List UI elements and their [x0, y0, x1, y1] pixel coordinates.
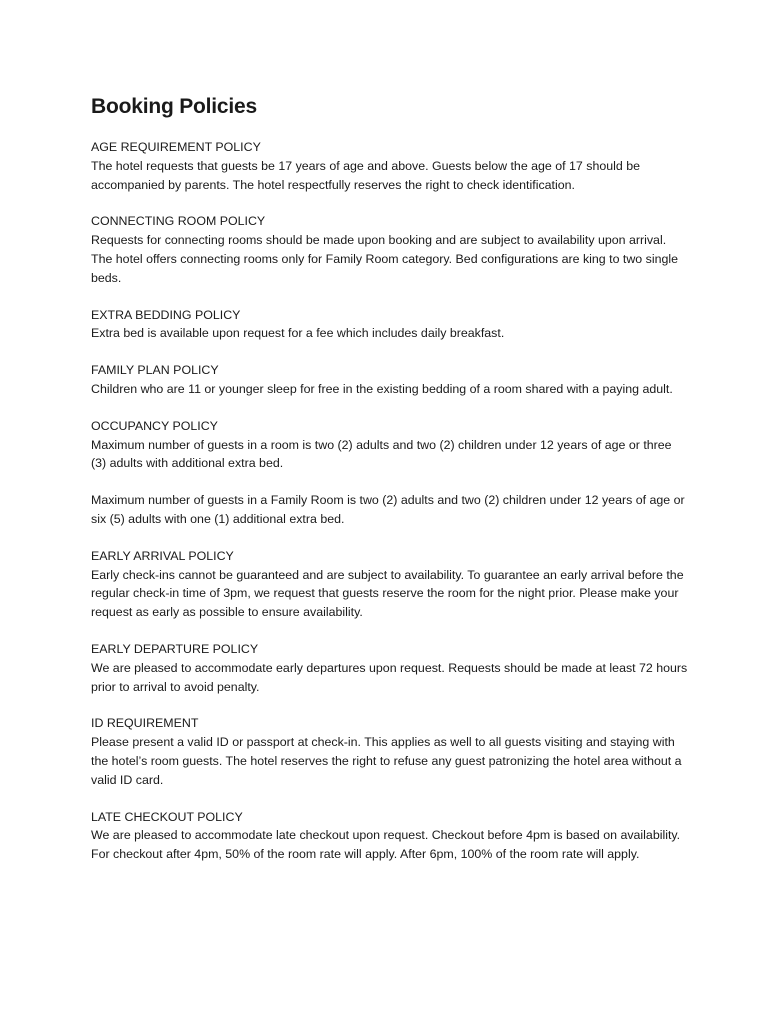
section-paragraph: Extra bed is available upon request for a fee which includes daily breakfast. [91, 326, 505, 341]
section-heading: EXTRA BEDDING POLICY [91, 307, 241, 322]
section-heading: FAMILY PLAN POLICY [91, 363, 219, 378]
policy-section-occupancy [91, 417, 688, 529]
policy-section-family-plan [91, 361, 688, 399]
section-paragraph: Please present a valid ID or passport at check-in. This applies as well to all guests visiting and staying with the hotel’s room guests. The hotel reserves the right to refuse any guest patronizing the hotel area without a valid ID card. [91, 735, 682, 787]
policy-section-early-arrival [91, 547, 688, 622]
policy-section-extra-bedding [91, 306, 688, 344]
section-paragraph: Maximum number of guests in a Family Room is two (2) adults and two (2) children under 12 years of age or six (5) adults with one (1) additional extra bed. [91, 493, 685, 526]
section-heading: CONNECTING ROOM POLICY [91, 214, 266, 229]
section-heading: ID REQUIREMENT [91, 716, 199, 731]
policy-section-late-checkout [91, 808, 688, 864]
section-paragraph: Children who are 11 or younger sleep for free in the existing bedding of a room shared with a paying adult. [91, 381, 673, 396]
section-heading: AGE REQUIREMENT POLICY [91, 140, 261, 154]
policy-section-age-requirement [91, 138, 688, 194]
section-heading: LATE CHECKOUT POLICY [91, 809, 243, 824]
section-paragraph: We are pleased to accommodate late checkout upon request. Checkout before 4pm is based on availability. For checkout after 4pm, 50% of the room rate will apply. After 6pm, 100% of the room rate will apply. [91, 828, 681, 862]
section-paragraph: The hotel requests that guests be 17 years of age and above. Guests below the age of 17 should be accompanied by parents. The hotel respectfully reserves the right to check identification. [91, 158, 641, 192]
policy-section-connecting-room [91, 212, 688, 287]
section-heading: EARLY DEPARTURE POLICY [91, 641, 259, 656]
section-paragraph: Maximum number of guests in a room is two (2) adults and two (2) children under 12 years of age or three (3) adults with additional extra bed. [91, 437, 672, 471]
section-heading: OCCUPANCY POLICY [91, 418, 218, 433]
section-heading: EARLY ARRIVAL POLICY [91, 548, 234, 563]
policy-section-early-departure [91, 640, 688, 696]
policy-section-id-requirement [91, 714, 688, 789]
section-paragraph: We are pleased to accommodate early departures upon request. Requests should be made at least 72 hours prior to arrival to avoid penalty. [91, 660, 688, 694]
section-paragraph: Early check-ins cannot be guaranteed and are subject to availability. To guarantee an early arrival before the regular check-in time of 3pm, we request that guests reserve the room for the night prior. Please make your request as early as possible to ensure availability. [91, 567, 684, 620]
document-title: Booking Policies [91, 95, 257, 118]
section-paragraph: Requests for connecting rooms should be made upon booking and are subject to availability upon arrival. The hotel offers connecting rooms only for Family Room category. Bed configurations are king to two single beds. [91, 233, 679, 285]
